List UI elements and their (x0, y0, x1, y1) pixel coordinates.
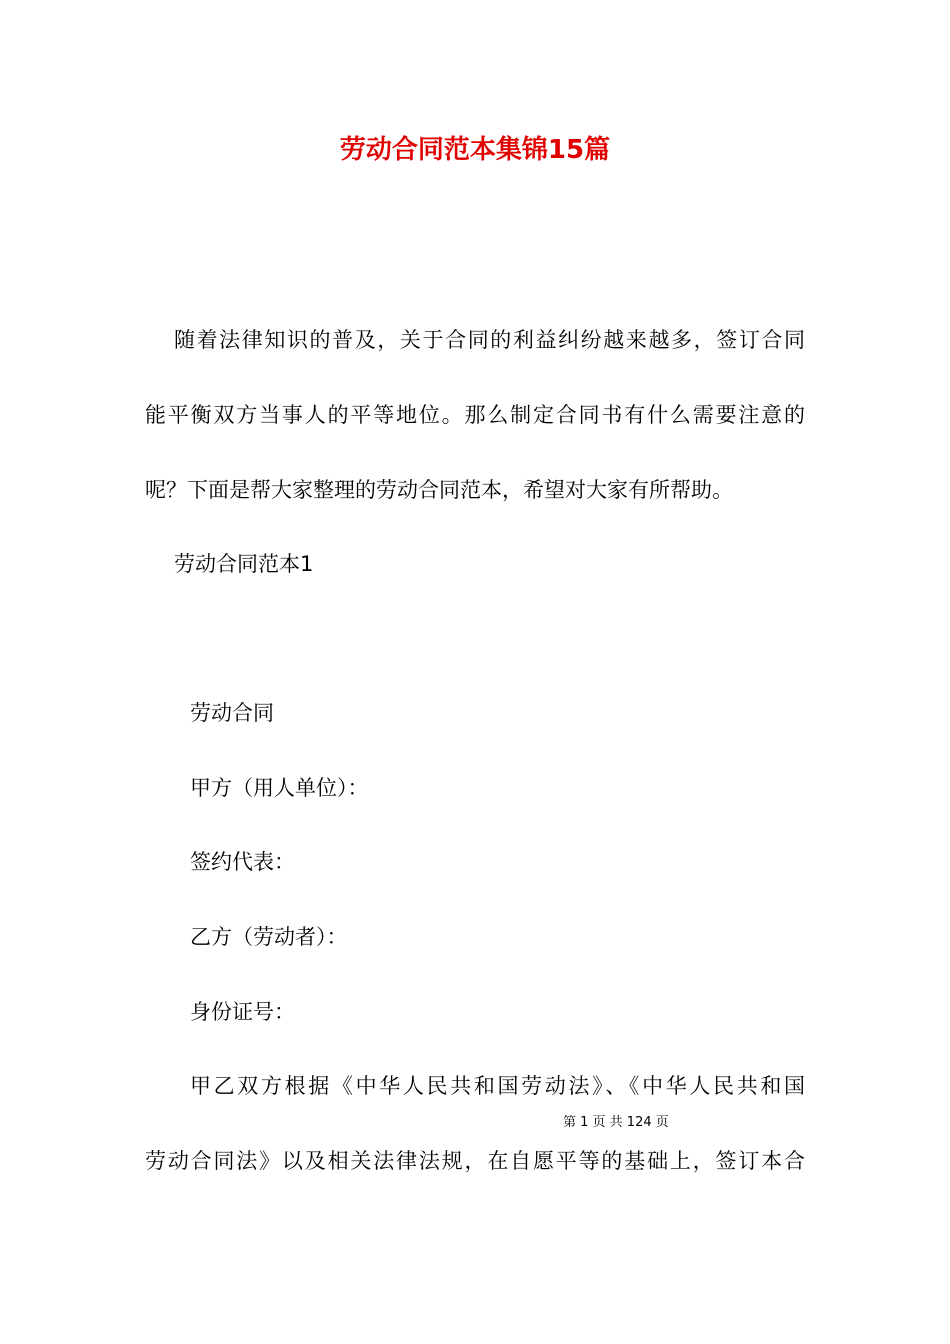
document-title: 劳动合同范本集锦15篇 (339, 135, 611, 165)
intro-line-2: 能平衡双方当事人的平等地位。那么制定合同书有什么需要注意的 (145, 403, 805, 427)
section-heading: 劳动合同范本1 (174, 552, 314, 576)
contract-body-line-1: 甲乙双方根据《中华人民共和国劳动法》、《中华人民共和国 (190, 1074, 805, 1098)
page-footer: 第 1 页 共 124 页 (563, 1115, 669, 1130)
id-number-label: 身份证号： (190, 1000, 295, 1024)
representative-label: 签约代表： (190, 850, 295, 874)
party-a-label: 甲方（用人单位）： (190, 776, 369, 800)
intro-line-1: 随着法律知识的普及，关于合同的利益纠纷越来越多，签订合同 (174, 328, 805, 352)
contract-title: 劳动合同 (190, 701, 274, 725)
party-b-label: 乙方（劳动者）： (190, 925, 348, 949)
intro-line-3: 呢？下面是帮大家整理的劳动合同范本，希望对大家有所帮助。 (145, 478, 733, 502)
contract-body-line-2: 劳动合同法》以及相关法律法规，在自愿平等的基础上，签订本合 (145, 1149, 805, 1173)
